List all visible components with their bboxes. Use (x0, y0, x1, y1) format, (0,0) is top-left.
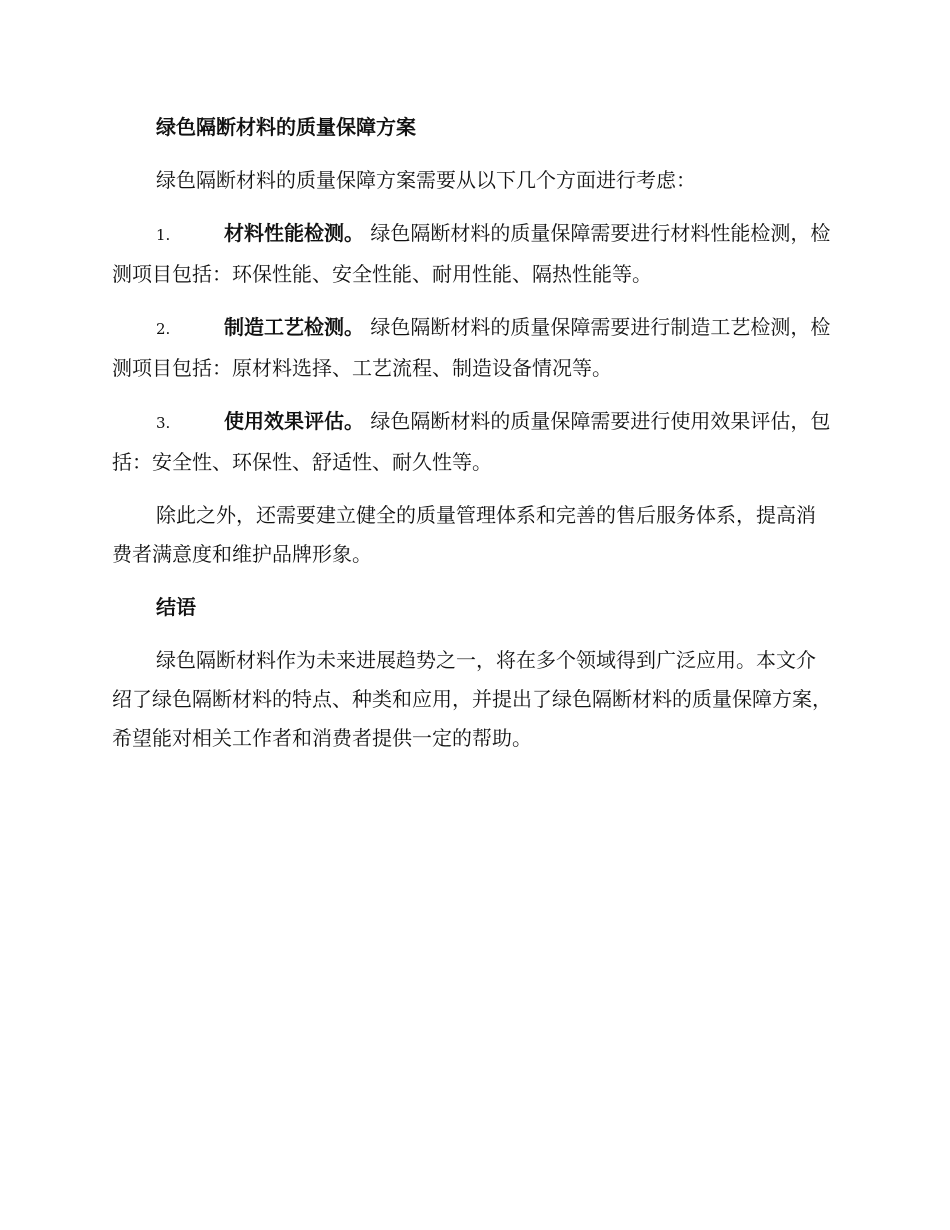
list-item-text: 绿色隔断材料的质量保障需要进行制造工艺检测，检测项目包括：原材料选择、工艺流程、制造设备情况等。 (112, 315, 831, 380)
section-heading: 绿色隔断材料的质量保障方案 (156, 115, 416, 139)
list-number: 2. (156, 320, 171, 338)
document-content (112, 108, 832, 772)
list-item-text: 绿色隔断材料的质量保障需要进行材料性能检测，检测项目包括：环保性能、安全性能、耐用性能、隔热性能等。 (112, 221, 831, 286)
conclusion-paragraph: 绿色隔断材料作为未来进展趋势之一，将在多个领域得到广泛应用。本文介绍了绿色隔断材料的特点、种类和应用，并提出了绿色隔断材料的质量保障方案，希望能对相关工作者和消费者提供一定的帮助。 (112, 648, 832, 750)
list-item-title: 制造工艺检测。 (224, 315, 364, 339)
list-item-1 (112, 214, 832, 294)
list-number: 1. (156, 226, 171, 244)
list-number: 3. (156, 414, 171, 432)
list-item-2 (112, 308, 832, 388)
list-item-3 (112, 402, 832, 482)
list-item-title: 材料性能检测。 (224, 221, 364, 245)
list-item-title: 使用效果评估。 (224, 409, 364, 433)
section-intro: 绿色隔断材料的质量保障方案需要从以下几个方面进行考虑： (156, 168, 696, 192)
list-item-text: 绿色隔断材料的质量保障需要进行使用效果评估，包括：安全性、环保性、舒适性、耐久性等。 (112, 409, 831, 474)
additional-paragraph: 除此之外，还需要建立健全的质量管理体系和完善的售后服务体系，提高消费者满意度和维护品牌形象。 (112, 503, 816, 566)
conclusion-heading: 结语 (156, 595, 196, 619)
